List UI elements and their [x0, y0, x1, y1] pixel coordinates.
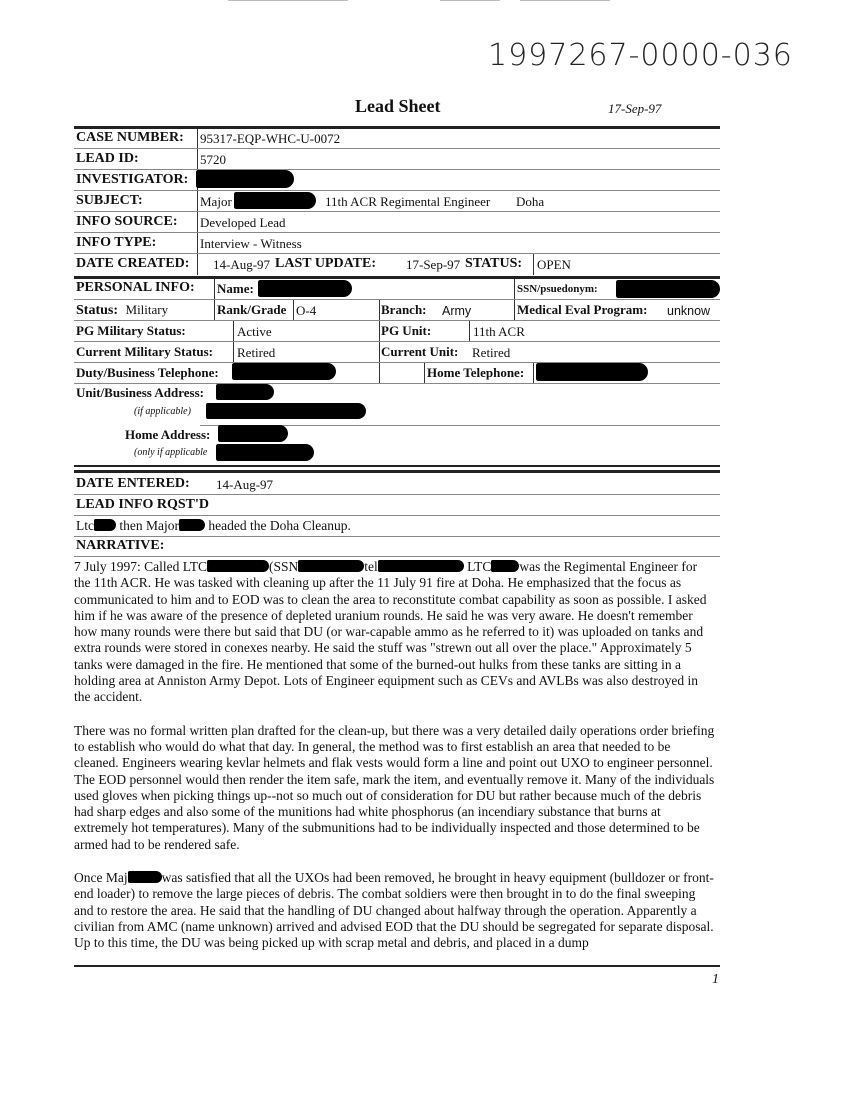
medical-eval-value: unknow — [667, 304, 711, 318]
page-title: Lead Sheet — [355, 96, 441, 116]
personal-status-label: Status: — [76, 303, 119, 318]
info-source-label: INFO SOURCE: — [76, 214, 178, 229]
redaction — [216, 444, 314, 461]
lead-id-value: 5720 — [200, 152, 226, 167]
last-update-value: 17-Sep-97 — [406, 257, 461, 272]
status-value: OPEN — [537, 257, 571, 272]
column-divider — [214, 279, 215, 321]
info-type-label: INFO TYPE: — [76, 235, 157, 250]
redaction — [616, 280, 720, 298]
current-unit-value: Retired — [472, 345, 511, 360]
only-if-applicable-note: (only if applicable — [134, 447, 208, 458]
duty-telephone-label: Duty/Business Telephone: — [76, 365, 219, 380]
if-applicable-note: (if applicable) — [134, 406, 191, 417]
row-line — [74, 169, 720, 170]
row-line — [74, 320, 720, 321]
redaction — [234, 192, 316, 209]
home-telephone-label: Home Telephone: — [427, 365, 525, 380]
ssn-label: SSN/psuedonym: — [517, 283, 598, 295]
column-divider — [293, 300, 294, 321]
row-line — [74, 148, 720, 149]
row-line — [74, 299, 720, 300]
redaction — [128, 871, 162, 883]
row-line — [74, 341, 720, 342]
divider — [74, 465, 720, 467]
investigator-label: INVESTIGATOR: — [76, 172, 189, 187]
personal-info-label: PERSONAL INFO: — [76, 280, 195, 295]
redaction — [536, 363, 648, 381]
row-line — [74, 515, 720, 516]
redaction — [378, 560, 464, 572]
current-military-status-value: Retired — [237, 345, 276, 360]
medical-eval-label: Medical Eval Program: — [517, 302, 648, 317]
pg-military-status-value: Active — [237, 324, 272, 339]
column-divider — [379, 300, 380, 384]
subject-rank: Major — [200, 194, 232, 209]
date-created-label: DATE CREATED: — [76, 256, 190, 271]
narrative-paragraph — [74, 870, 716, 951]
row-line — [74, 253, 720, 254]
branch-value: Army — [442, 304, 472, 318]
narrative-text: Once Maj — [74, 870, 128, 886]
narrative-text: was satisfied that all the UXOs had been removed, he brought in heavy equipment (bulldozer or front-end loader) to remove the large pieces of debris. The combat soldiers were then brought in to do the final sweeping and to restore the area. He said that the handling of DU changed about halfway through the operation. Apparently a civilian from AMC (name unknown) arrived and advised EOD that the DU should be segregated for separate disposal. Up to this time, the DU was being picked up with scrap metal and debris, and placed in a dump — [74, 870, 714, 951]
lead-id-label: LEAD ID: — [76, 151, 139, 166]
lead-info-part: Ltc — [76, 518, 94, 533]
divider — [74, 965, 720, 967]
scan-mark — [440, 0, 500, 1]
narrative-paragraph: There was no formal written plan drafted for the clean-up, but there was a very detailed daily operations order briefing to establish who would do what that day. In general, the method was to first establish an area that needed to be cleaned. Engineers wearing kevlar helmets and flak vests would form a line and point out UXO to engineer personnel. The EOD personnel would then render the item safe, mark the item, and eventually remove it. Many of the individuals used gloves when picking things up--not so much out of consideration for DU but rather because much of the debris had sharp edges and also some of the munitions had white phosphorus (an incendiary substance that burns at extremely hot temperatures). Many of the submunitions had to be individually inspected and those determined to be armed had to be rendered safe. — [74, 722, 715, 852]
lead-info-text — [76, 518, 351, 534]
current-military-status-label: Current Military Status: — [76, 344, 213, 359]
redaction — [196, 170, 294, 188]
subject-location: Doha — [516, 194, 545, 209]
status-label: STATUS: — [465, 256, 523, 271]
narrative-text: tel — [364, 559, 378, 574]
narrative-body — [74, 559, 716, 969]
case-number-value: 95317-EQP-WHC-U-0072 — [200, 131, 341, 146]
row-line — [74, 494, 720, 495]
status-row — [76, 302, 168, 319]
row-line — [74, 536, 720, 537]
subject-role: 11th ACR Regimental Engineer — [325, 194, 491, 209]
column-divider — [533, 363, 534, 384]
handwritten-document-number: 1997267-0000-036 — [488, 38, 793, 73]
narrative-paragraph — [74, 559, 716, 706]
divider — [74, 276, 720, 279]
row-line — [74, 383, 720, 384]
pg-unit-value: 11th ACR — [473, 324, 525, 339]
redaction — [179, 519, 205, 531]
redaction — [216, 384, 274, 400]
narrative-text: was the Regimental Engineer for the 11th ACR. He was tasked with cleaning up after the 11 July 91 fire at Doha. He emphasized that the focus as communicated to him and to EOD was to clean the area to reconstitute combat capability as soon as possible. I asked him if he was aware of the presence of depleted uranium rounds. He said he was very aware. He doesn't remember how many rounds were there but said that DU (or war-capable ammo as he referred to it) was uploaded on tanks and extra rounds were stored in conexes nearby. He said the stuff was "strewn out all over the place." Approximately 5 tanks were damaged in the fire. He mentioned that some of the burned-out hulks from these tanks are sitting in a holding area at Anniston Army Depot. Lots of Engineer equipment such as CEVs and AVLBs was also destroyed in the accident. — [74, 559, 707, 705]
row-line — [74, 211, 720, 212]
column-divider — [533, 254, 534, 275]
narrative-text: (SSN — [269, 559, 299, 574]
divider — [74, 126, 720, 129]
column-divider — [424, 363, 425, 384]
personal-status-value: Military — [125, 302, 169, 317]
lead-info-part: then Major — [119, 518, 179, 533]
narrative-label: NARRATIVE: — [76, 538, 165, 553]
unit-address-label: Unit/Business Address: — [76, 385, 204, 400]
home-address-label: Home Address: — [125, 427, 211, 442]
narrative-text: 7 July 1997: Called LTC — [74, 559, 208, 574]
lead-info-part: headed the Doha Cleanup. — [208, 518, 351, 533]
subject-label: SUBJECT: — [76, 193, 143, 208]
redaction — [94, 519, 116, 531]
date-entered-value: 14-Aug-97 — [216, 477, 274, 492]
branch-label: Branch: — [381, 302, 427, 317]
lead-info-label: LEAD INFO RQST'D — [76, 497, 210, 512]
sheet-date: 17-Sep-97 — [608, 101, 662, 116]
date-created-value: 14-Aug-97 — [213, 257, 271, 272]
last-update-label: LAST UPDATE: — [275, 256, 377, 271]
info-source-value: Developed Lead — [200, 215, 286, 230]
redaction — [206, 403, 366, 419]
redaction — [207, 560, 269, 572]
narrative-text: LTC — [467, 559, 492, 574]
info-type-value: Interview - Witness — [200, 236, 302, 251]
scan-mark — [520, 0, 610, 1]
redaction — [218, 425, 288, 442]
case-number-label: CASE NUMBER: — [76, 130, 184, 145]
row-line — [74, 232, 720, 233]
redaction — [258, 280, 352, 297]
row-line — [74, 556, 720, 557]
rank-value: O-4 — [296, 303, 317, 318]
redaction — [298, 560, 364, 572]
name-label: Name: — [217, 281, 254, 296]
pg-military-status-label: PG Military Status: — [76, 323, 186, 338]
column-divider — [514, 279, 515, 321]
current-unit-label: Current Unit: — [381, 344, 459, 359]
date-entered-label: DATE ENTERED: — [76, 476, 190, 491]
column-divider — [233, 321, 234, 363]
column-divider — [469, 321, 470, 342]
redaction — [232, 363, 336, 380]
rank-label: Rank/Grade — [217, 302, 287, 317]
pg-unit-label: PG Unit: — [381, 323, 432, 338]
row-line — [74, 190, 720, 191]
redaction — [491, 560, 519, 572]
scan-mark — [228, 0, 348, 1]
divider — [74, 470, 720, 473]
page-number: 1 — [712, 972, 719, 987]
